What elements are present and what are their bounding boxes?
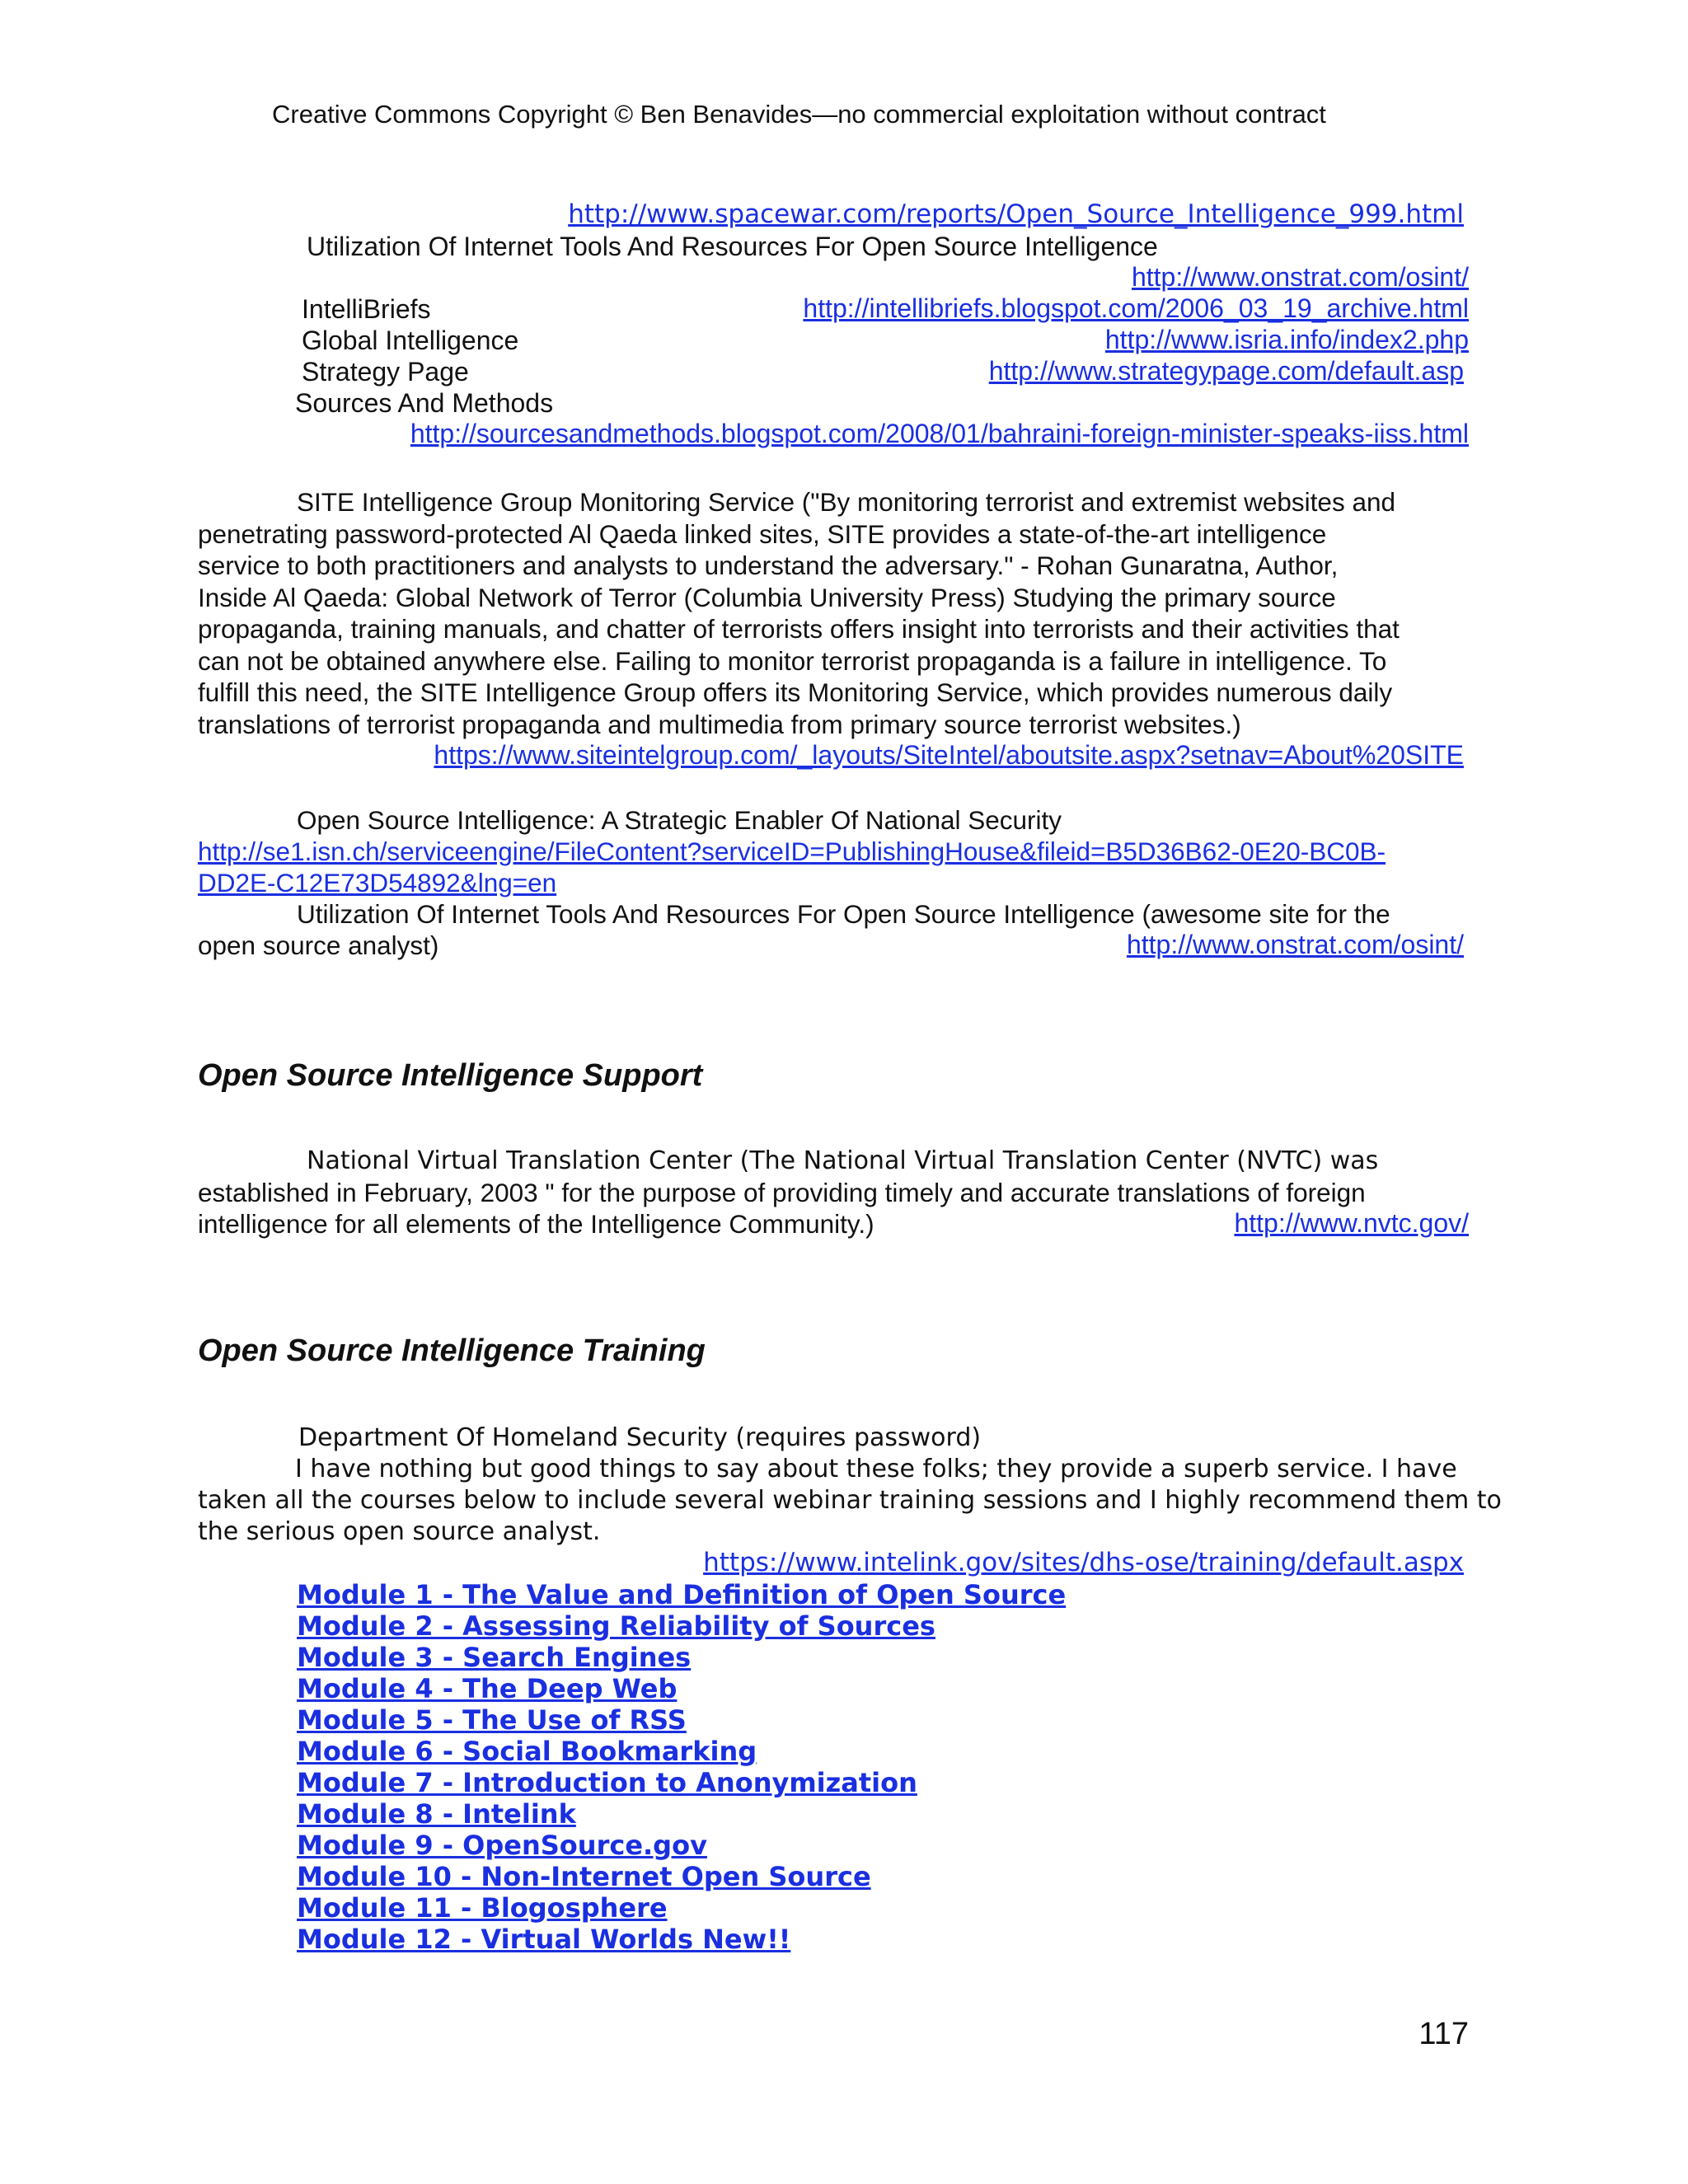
module-link-6[interactable]: Module 6 - Social Bookmarking: [297, 1736, 757, 1767]
site-line-1: SITE Intelligence Group Monitoring Service ("By monitoring terrorist and extremist websites and: [297, 487, 1395, 517]
global-intelligence-label: Global Intelligence: [302, 326, 519, 355]
support-heading: Open Source Intelligence Support: [198, 1058, 703, 1093]
module-link-9[interactable]: Module 9 - OpenSource.gov: [297, 1830, 707, 1861]
copyright-header: Creative Commons Copyright © Ben Benavides—no commercial exploitation without contract: [272, 100, 1326, 129]
site-paragraph: [198, 486, 1475, 740]
site-line-2: penetrating password-protected Al Qaeda linked sites, SITE provides a state-of-the-art intelligence: [198, 518, 1327, 549]
sources-methods-link[interactable]: http://sourcesandmethods.blogspot.com/2008/01/bahraini-foreign-minister-speaks-iiss.html: [410, 419, 1469, 448]
module-link-4[interactable]: Module 4 - The Deep Web: [297, 1673, 678, 1704]
utilization-awesome-line-1: Utilization Of Internet Tools And Resources For Open Source Intelligence (awesome site for the: [297, 899, 1390, 929]
site-line-8: translations of terrorist propaganda and multimedia from primary source terrorist websites.): [198, 709, 1241, 739]
isn-link-line-1[interactable]: http://se1.isn.ch/serviceengine/FileContent?serviceID=PublishingHouse&fileid=B5D36B62-0E20-BC0B-: [198, 837, 1386, 866]
nvtc-link[interactable]: http://www.nvtc.gov/: [1234, 1208, 1469, 1238]
training-heading: Open Source Intelligence Training: [198, 1333, 706, 1368]
dhs-text-line-2: taken all the courses below to include several webinar training sessions and I highly recommend them to: [198, 1486, 1502, 1515]
site-line-7: fulfill this need, the SITE Intelligence Group offers its Monitoring Service, which provides numerous daily: [198, 677, 1393, 707]
page-number: 117: [1418, 2017, 1469, 2051]
osint-enabler-title: Open Source Intelligence: A Strategic Enabler Of National Security: [297, 805, 1062, 835]
site-line-4: Inside Al Qaeda: Global Network of Terror (Columbia University Press) Studying the primary source: [198, 582, 1336, 612]
onstrat-link[interactable]: http://www.onstrat.com/osint/: [1131, 262, 1469, 292]
dhs-text-line-3: the serious open source analyst.: [198, 1517, 601, 1546]
site-line-6: can not be obtained anywhere else. Failing to monitor terrorist propaganda is a failure in intelligence. To: [198, 645, 1387, 676]
module-link-2[interactable]: Module 2 - Assessing Reliability of Sources: [297, 1610, 935, 1642]
nvtc-line-2: established in February, 2003 " for the purpose of providing timely and accurate translations of foreign: [198, 1178, 1366, 1207]
intellibriefs-link[interactable]: http://intellibriefs.blogspot.com/2006_03_19_archive.html: [803, 293, 1469, 323]
module-link-11[interactable]: Module 11 - Blogosphere: [297, 1892, 668, 1924]
nvtc-line-1: National Virtual Translation Center (The National Virtual Translation Center (NVTC) was: [307, 1146, 1379, 1175]
utilization-label: Utilization Of Internet Tools And Resources For Open Source Intelligence: [307, 232, 1158, 261]
module-link-12[interactable]: Module 12 - Virtual Worlds New!!: [297, 1924, 791, 1955]
module-link-5[interactable]: Module 5 - The Use of RSS: [297, 1704, 687, 1736]
site-line-5: propaganda, training manuals, and chatter of terrorists offers insight into terrorists and their activities that: [198, 614, 1400, 644]
intellibriefs-label: IntelliBriefs: [302, 294, 431, 324]
module-link-10[interactable]: Module 10 - Non-Internet Open Source: [297, 1861, 871, 1892]
isn-link-line-2[interactable]: DD2E-C12E73D54892&lng=en: [198, 868, 557, 898]
module-link-1[interactable]: Module 1 - The Value and Definition of Open Source: [297, 1579, 1067, 1610]
dhs-text-line-1: I have nothing but good things to say about these folks; they provide a superb service. I have: [295, 1455, 1457, 1483]
nvtc-line-3: intelligence for all elements of the Intelligence Community.): [198, 1209, 874, 1239]
spacewar-link[interactable]: http://www.spacewar.com/reports/Open_Source_Intelligence_999.html: [568, 199, 1464, 229]
intelink-link[interactable]: https://www.intelink.gov/sites/dhs-ose/training/default.aspx: [703, 1548, 1464, 1577]
site-line-3: service to both practitioners and analysts to understand the adversary." - Rohan Gunaratna, Author,: [198, 551, 1339, 580]
utilization-awesome-line-2: open source analyst): [198, 930, 439, 960]
global-intelligence-link[interactable]: http://www.isria.info/index2.php: [1104, 325, 1469, 354]
onstrat-link-2[interactable]: http://www.onstrat.com/osint/: [1126, 930, 1464, 959]
module-link-8[interactable]: Module 8 - Intelink: [297, 1798, 576, 1830]
module-link-7[interactable]: Module 7 - Introduction to Anonymization: [297, 1767, 917, 1798]
siteintel-link[interactable]: https://www.siteintelgroup.com/_layouts/SiteIntel/aboutsite.aspx?setnav=About%20SITE: [434, 740, 1464, 770]
dhs-label: Department Of Homeland Security (requires password): [298, 1423, 982, 1452]
sources-methods-label: Sources And Methods: [295, 388, 554, 418]
module-link-3[interactable]: Module 3 - Search Engines: [297, 1642, 692, 1673]
strategy-page-link[interactable]: http://www.strategypage.com/default.asp: [988, 356, 1464, 386]
strategy-page-label: Strategy Page: [302, 357, 469, 387]
